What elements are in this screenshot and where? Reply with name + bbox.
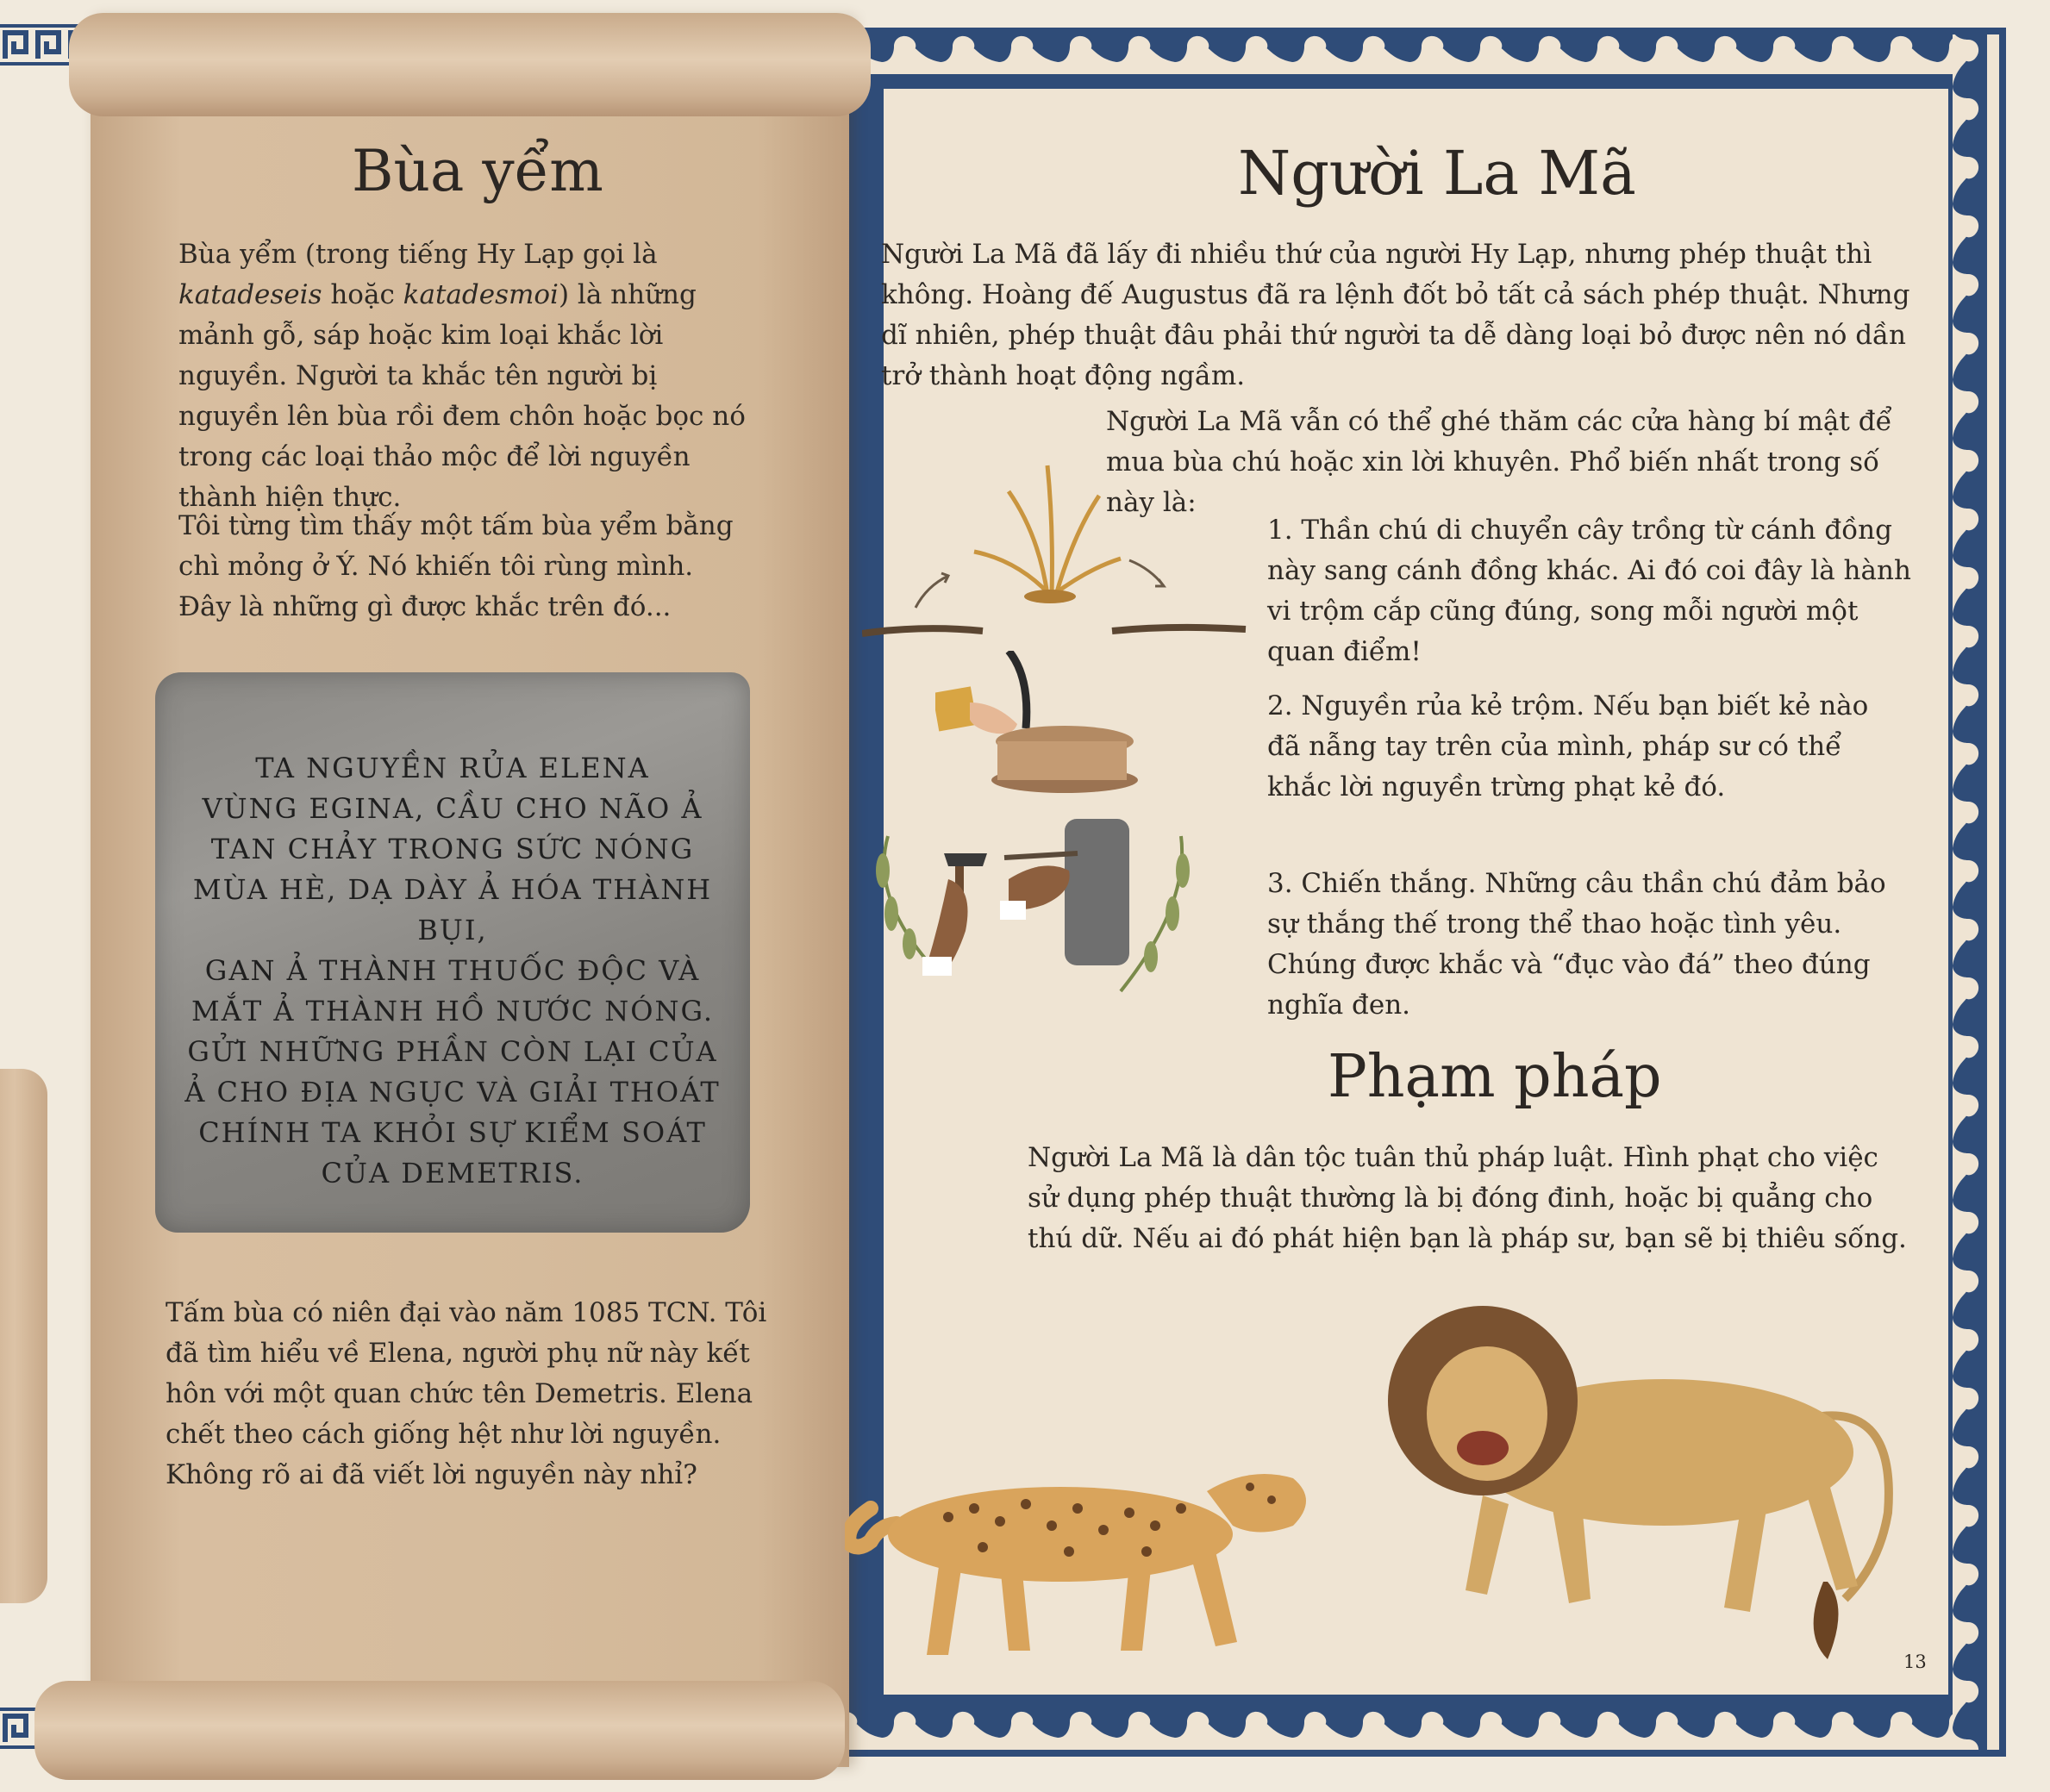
- page-number: 13: [1903, 1652, 1927, 1672]
- scroll-top-roll: [69, 13, 871, 116]
- secret-shops-paragraph: Người La Mã vẫn có thể ghé thăm các cửa hàng bí mật để mua bùa chú hoặc xin lời khuyên. Phổ biến nhất trong số này là:: [1106, 406, 1892, 518]
- spell-item-2: 2. Nguyền rủa kẻ trộm. Nếu bạn biết kẻ nào đã nẫng tay trên của mình, pháp sư có thể khắc lời nguyền trừng phạt kẻ đó.: [1267, 690, 1869, 802]
- crime-paragraph: Người La Mã là dân tộc tuân thủ pháp luật. Hình phạt cho việc sử dụng phép thuật thường là bị đóng đinh, hoặc bị quẳng cho thú dữ. Nếu ai đó phát hiện bạn là pháp sư, bạn sẽ bị thiêu sống.: [1028, 1142, 1907, 1254]
- inscription-line: CỦA DEMETRIS.: [321, 1157, 584, 1189]
- background-scroll-fragment: [0, 1069, 47, 1603]
- lion-illustration: [1379, 1306, 1922, 1668]
- curse-tablet-intro: Bùa yểm (trong tiếng Hy Lạp gọi là katadeseis hoặc katadesmoi) là những mảnh gỗ, sáp hoặc kim loại khắc lời nguyền. Người ta khắc tên người bị nguyền lên bùa rồi đem chôn hoặc bọc nó trong các loại thảo mộc để lời nguyền thành hiện thực.: [178, 239, 746, 513]
- wheat-icon: [862, 448, 1250, 646]
- scroll-bottom-roll: [34, 1681, 845, 1780]
- section-title-nguoi-la-ma: Người La Mã: [1238, 138, 1636, 209]
- closing-paragraph: Tấm bùa có niên đại vào năm 1085 TCN. Tôi đã tìm hiểu về Elena, người phụ nữ này kết hôn với một quan chức tên Demetris. Elena chết theo cách giống hệt như lời nguyền. Không rõ ai đã viết lời nguyền này nhỉ?: [166, 1297, 767, 1490]
- inscription-line: MẮT Ả THÀNH HỒ NƯỚC NÓNG.: [191, 995, 715, 1027]
- inscription-line: MÙA HÈ, DẠ DÀY Ả HÓA THÀNH BỤI,: [192, 873, 713, 946]
- spell-item-1: 1. Thần chú di chuyển cây trồng từ cánh đồng này sang cánh đồng khác. Ai đó coi đây là hành vi trộm cắp cũng đúng, song mỗi người một quan điểm!: [1267, 515, 1911, 667]
- found-tablet-paragraph: Tôi từng tìm thấy một tấm bùa yểm bằng chì mỏng ở Ý. Nó khiến tôi rùng mình. Đây là những gì được khắc trên đó...: [178, 510, 734, 622]
- inscription-line: VÙNG EGINA, CẦU CHO NÃO Ả: [202, 792, 703, 825]
- chisel-tablet-icon: [862, 819, 1198, 1008]
- inscription-line: GỬI NHỮNG PHẦN CÒN LẠI CỦA: [187, 1035, 718, 1068]
- inscription-line: Ả CHO ĐỊA NGỤC VÀ GIẢI THOÁT: [184, 1076, 721, 1108]
- tablet-inscription: [164, 748, 741, 1194]
- leopard-illustration: [845, 1396, 1336, 1664]
- inscription-line: CHÍNH TA KHỎI SỰ KIỂM SOÁT: [198, 1116, 707, 1149]
- inscription-line: TAN CHẢY TRONG SỨC NÓNG: [210, 833, 695, 865]
- section-title-bua-yem: Bùa yểm: [352, 138, 603, 204]
- spell-item-3: 3. Chiến thắng. Những câu thần chú đảm bảo sự thắng thế trong thể thao hoặc tình yêu. Chúng được khắc và “đục vào đá” theo đúng nghĩa đen.: [1267, 868, 1886, 1021]
- romans-intro: Người La Mã đã lấy đi nhiều thứ của người Hy Lạp, nhưng phép thuật thì không. Hoàng đế Augustus đã ra lệnh đốt bỏ tất cả sách phép thuật. Nhưng dĩ nhiên, phép thuật đâu phải thứ người ta dễ dàng loại bỏ được nên nó dần trở thành hoạt động ngầm.: [881, 239, 1910, 391]
- inscription-line: GAN Ả THÀNH THUỐC ĐỘC VÀ: [204, 954, 701, 987]
- section-title-pham-phap: Phạm pháp: [1328, 1043, 1662, 1111]
- quill-hand-icon: [935, 651, 1142, 797]
- inscription-line: TA NGUYỀN RỦA ELENA: [255, 752, 650, 784]
